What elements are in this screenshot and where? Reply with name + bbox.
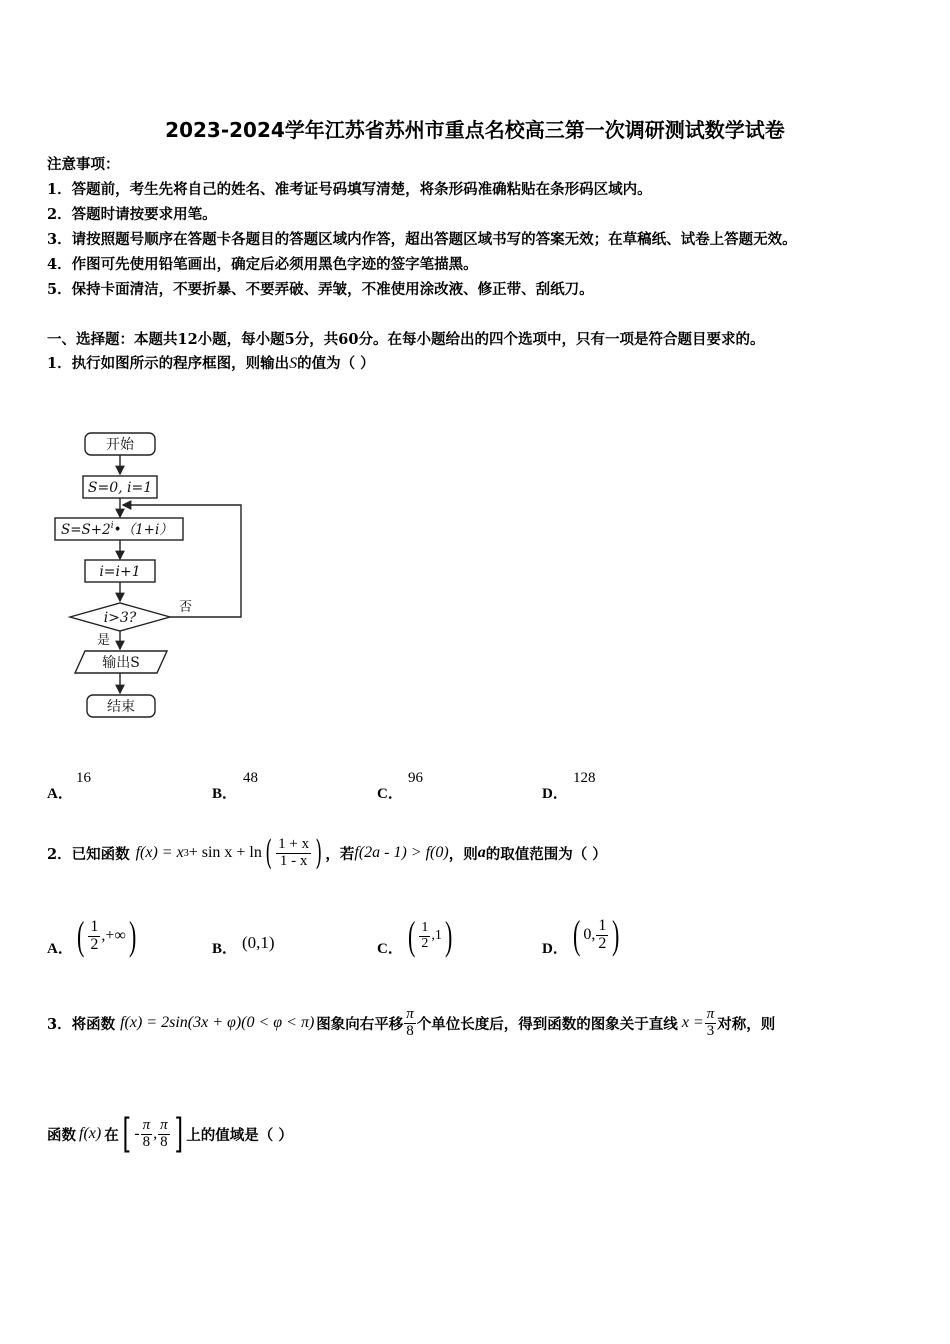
notice-item: 3．请按照题号顺序在答题卡各题目的答题区域内作答，超出答题区域书写的答案无效；在草稿纸、试卷上答题无效。: [47, 231, 797, 248]
flowchart-no-label: 否: [179, 600, 193, 615]
option-b-value: 48: [243, 770, 258, 786]
flowchart-output-label: 输出S: [102, 655, 140, 671]
flowchart-init-label: S=0, i=1: [87, 480, 153, 496]
question-1-stem: 1．执行如图所示的程序框图，则输出S的值为（ ）: [47, 355, 375, 372]
notice-item: 5．保持卡面清洁，不要折暴、不要弄破、弄皱，不准使用涂改液、修正带、刮纸刀。: [47, 281, 594, 298]
q2-option-a-value: ( $\frac{1}{2}$ ,+∞ ): [76, 913, 137, 958]
flowchart-update-label: $S=S+2^i•(1+i)$: [61, 521, 173, 538]
notice-item: 4．作图可先使用铅笔画出，确定后必须用黑色字迹的签字笔描黑。: [47, 256, 478, 273]
question-2-stem: 2．已知函数 f(x) = x 3 + sin x + ln ( $\frac{1 + x}{1 - x}$ ) ，若 f(2a - 1) > f(0) ，则 a 的取值范围为（ ）: [47, 833, 607, 873]
question-3-stem-line2: 函数 f(x) 在 [ - $\frac{\pi}{8}$ , $\frac{\pi}{8}$ ] 上的值域是（ ）: [47, 1111, 293, 1157]
option-a-value: 16: [76, 770, 91, 786]
q2-option-c-value: ( $\frac{1}{2}$ ,1 ): [407, 913, 453, 958]
flowchart: [45, 425, 255, 730]
flowchart-condition-label: i>3?: [103, 610, 137, 626]
q2-option-b-label: B．: [212, 941, 238, 957]
option-d-label: D．: [542, 786, 568, 802]
option-d-value: 128: [573, 770, 596, 786]
q2-option-d-label: D．: [542, 941, 568, 957]
option-c-label: C．: [377, 786, 403, 802]
option-c-value: 96: [408, 770, 423, 786]
q2-option-b-value: (0,1): [242, 933, 275, 952]
flowchart-end-label: 结束: [107, 699, 135, 715]
flowchart-start-label: 开始: [106, 437, 134, 453]
notice-heading: 注意事项：: [47, 156, 120, 173]
notice-item: 2．答题时请按要求用笔。: [47, 206, 217, 223]
page-title: 2023-2024学年江苏省苏州市重点名校高三第一次调研测试数学试卷: [165, 118, 785, 142]
q2-option-d-value: ( 0, $\frac{1}{2}$ ): [572, 912, 620, 957]
section-heading: 一、选择题：本题共12小题，每小题5分，共60分。在每小题给出的四个选项中，只有一项是符合题目要求的。: [47, 331, 765, 348]
option-b-label: B．: [212, 786, 238, 802]
q2-option-a-label: A．: [47, 941, 73, 957]
option-a-label: A．: [47, 786, 73, 802]
notice-item: 1．答题前，考生先将自己的姓名、准考证号码填写清楚，将条形码准确粘贴在条形码区域内。: [47, 181, 652, 198]
q2-option-c-label: C．: [377, 941, 403, 957]
question-3-stem: 3．将函数 f(x) = 2sin(3x + φ)(0 < φ < π) 图象向右平移 $\frac{\pi}{8}$ 个单位长度后，得到函数的图象关于直线 x = $\frac{\pi}{3}$ 对称，则: [47, 1005, 776, 1039]
flowchart-increment-label: i=i+1: [99, 564, 141, 580]
flowchart-yes-label: 是: [97, 633, 111, 648]
